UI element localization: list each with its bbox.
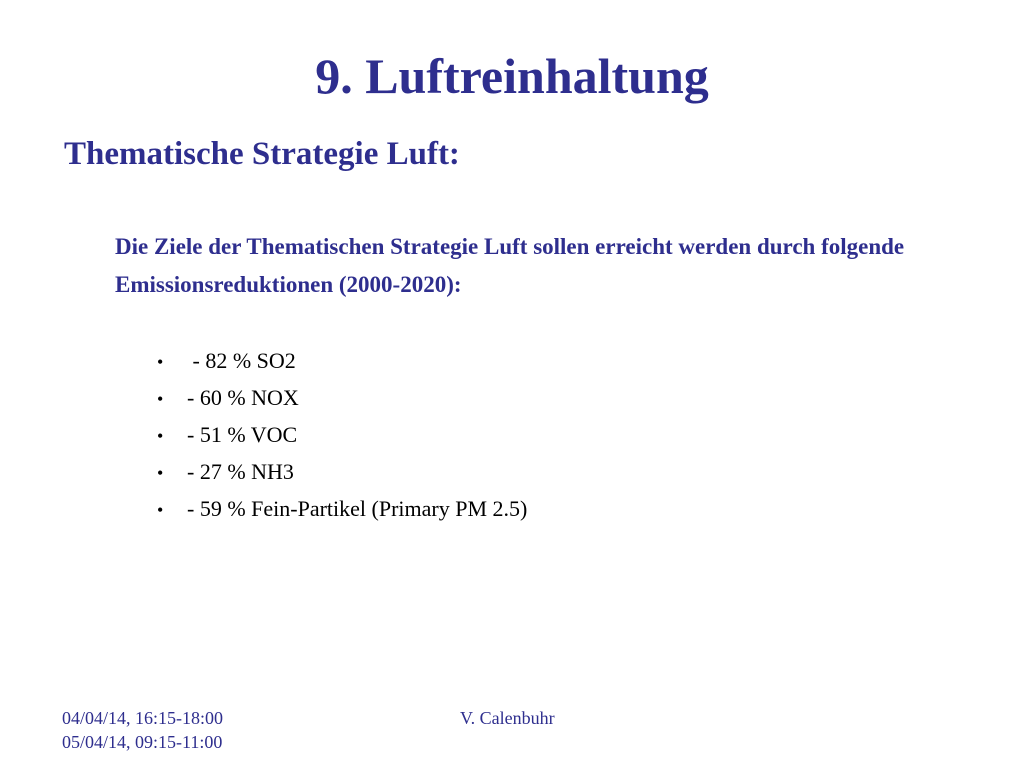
list-item-text: - 51 % VOC [187, 422, 298, 447]
footer-dates [62, 706, 223, 754]
slide-subtitle: Thematische Strategie Luft: [64, 136, 460, 172]
bullet-icon: • [157, 426, 164, 446]
list-item-text: - 59 % Fein-Partikel (Primary PM 2.5) [187, 496, 528, 521]
list-item [157, 342, 527, 379]
slide-title: 9. Luftreinhaltung [315, 48, 709, 104]
list-item [157, 453, 527, 490]
list-item [157, 416, 527, 453]
list-item-text: - 27 % NH3 [187, 459, 294, 484]
footer-date-1: 04/04/14, 16:15-18:00 [62, 708, 223, 728]
list-item [157, 379, 527, 416]
intro-paragraph: Die Ziele der Thematischen Strategie Luft sollen erreicht werden durch folgende Emissionsreduktionen (2000-2020): [115, 234, 905, 297]
footer-date-2: 05/04/14, 09:15-11:00 [62, 732, 223, 752]
bullet-icon: • [157, 389, 164, 409]
list-item-text: - 82 % SO2 [187, 348, 296, 373]
list-item-text: - 60 % NOX [187, 385, 299, 410]
footer-author: V. Calenbuhr [460, 708, 555, 728]
bullet-icon: • [157, 463, 164, 483]
list-item [157, 490, 527, 527]
bullet-icon: • [157, 352, 164, 372]
reduction-list [157, 342, 527, 527]
bullet-icon: • [157, 500, 164, 520]
